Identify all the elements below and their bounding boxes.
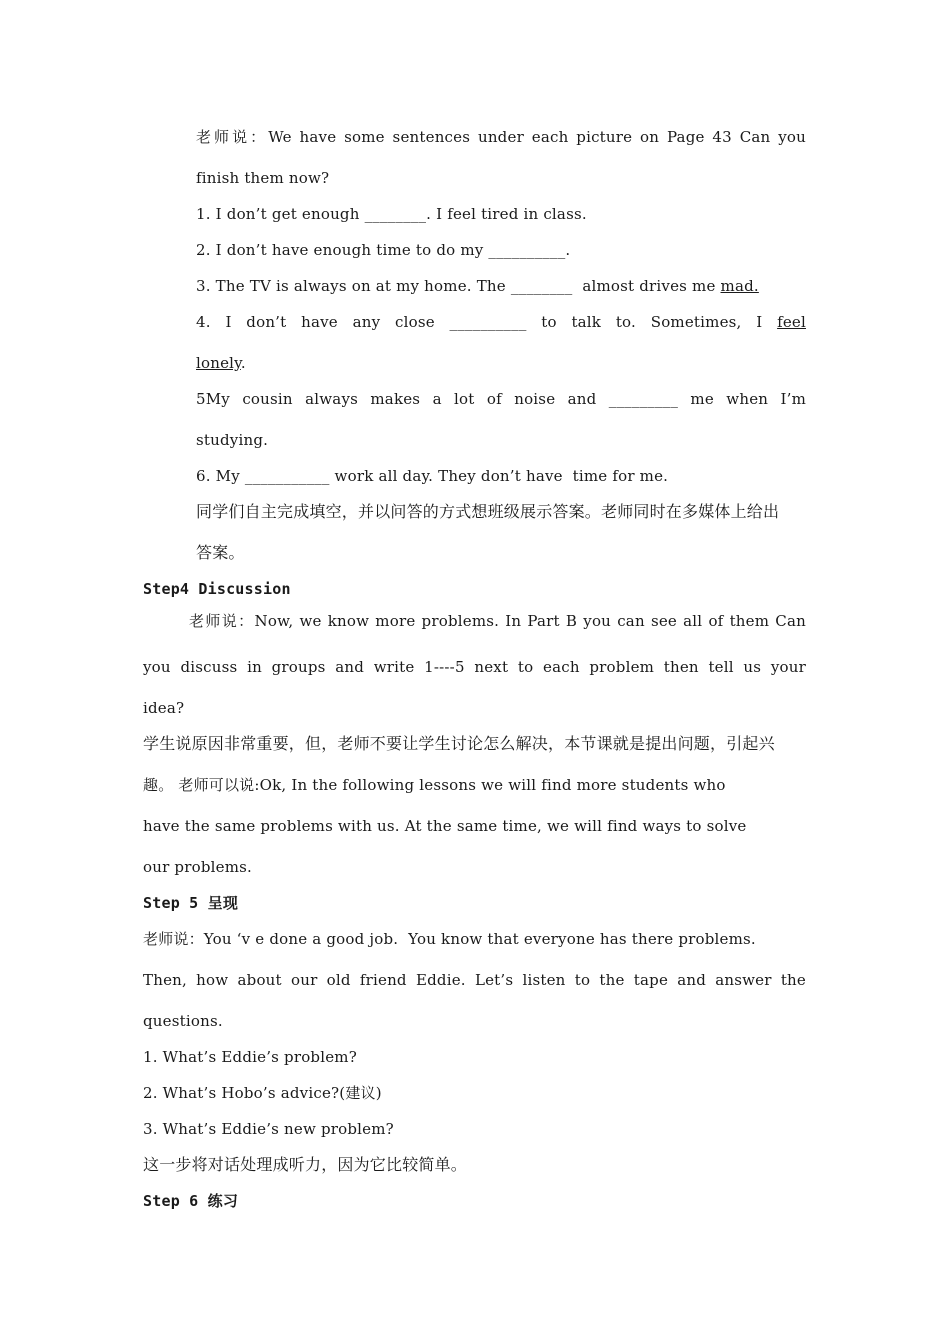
intro-line-1: 老师说：We have some sentences under each picture on Page 43 Can you	[196, 128, 806, 146]
step4-line-2: you discuss in groups and write 1----5 next to each problem then tell us your	[143, 658, 806, 676]
sentence-item-3	[196, 277, 759, 295]
step4-note-line-2: 趣。 老师可以说:Ok, In the following lessons we will find more students who	[143, 776, 726, 794]
step4-note-line-4: our problems.	[143, 858, 252, 876]
step4-line-3: idea?	[143, 699, 185, 717]
step6-heading: Step 6 练习	[143, 1192, 239, 1210]
sentence-item-5-cont: studying.	[196, 431, 269, 449]
step5-line-2: Then, how about our old friend Eddie. Let’s listen to the tape and answer the	[143, 971, 806, 989]
sentence-item-4-text: 4. I don’t have any close __________ to talk to. Sometimes, I	[196, 313, 778, 331]
sentence-item-3-underlined: mad.	[720, 277, 759, 295]
step5-question-1: 1. What’s Eddie’s problem?	[143, 1048, 357, 1066]
sentence-item-4-underlined-2: lonely	[196, 354, 241, 372]
step5-note: 这一步将对话处理成听力，因为它比较简单。	[143, 1155, 468, 1174]
sentence-item-4-end: .	[240, 354, 246, 372]
step4-line-1: 老师说：Now, we know more problems. In Part B you can see all of them Can	[189, 612, 806, 630]
sentence-item-6: 6. My ___________ work all day. They don’t have time for me.	[196, 467, 669, 485]
step5-line-3: questions.	[143, 1012, 223, 1030]
step4-heading: Step4 Discussion	[143, 580, 291, 598]
sentence-item-4	[196, 313, 806, 331]
step5-question-3: 3. What’s Eddie’s new problem?	[143, 1120, 394, 1138]
step5-heading: Step 5 呈现	[143, 894, 239, 912]
sentence-item-3-text: 3. The TV is always on at my home. The ________ almost drives me	[196, 277, 721, 295]
sentence-item-5: 5My cousin always makes a lot of noise and _________ me when I’m	[196, 390, 806, 408]
sentence-item-2: 2. I don’t have enough time to do my __________.	[196, 241, 571, 259]
step4-note-line-3: have the same problems with us. At the same time, we will find ways to solve	[143, 817, 747, 835]
section3-note-line-1: 同学们自主完成填空，并以问答的方式想班级展示答案。老师同时在多媒体上给出	[196, 502, 780, 521]
step5-line-1: 老师说：You ‘v e done a good job. You know that everyone has there problems.	[143, 930, 756, 948]
step5-question-2: 2. What’s Hobo’s advice?(建议)	[143, 1084, 382, 1102]
step4-note-line-1: 学生说原因非常重要，但，老师不要让学生讨论怎么解决，本节课就是提出问题，引起兴	[143, 734, 775, 753]
sentence-item-4-cont	[196, 354, 246, 372]
intro-line-2: finish them now?	[196, 169, 330, 187]
section3-note-line-2: 答案。	[196, 543, 245, 562]
sentence-item-4-underlined: feel	[777, 313, 806, 331]
sentence-item-1: 1. I don’t get enough ________. I feel tired in class.	[196, 205, 587, 223]
